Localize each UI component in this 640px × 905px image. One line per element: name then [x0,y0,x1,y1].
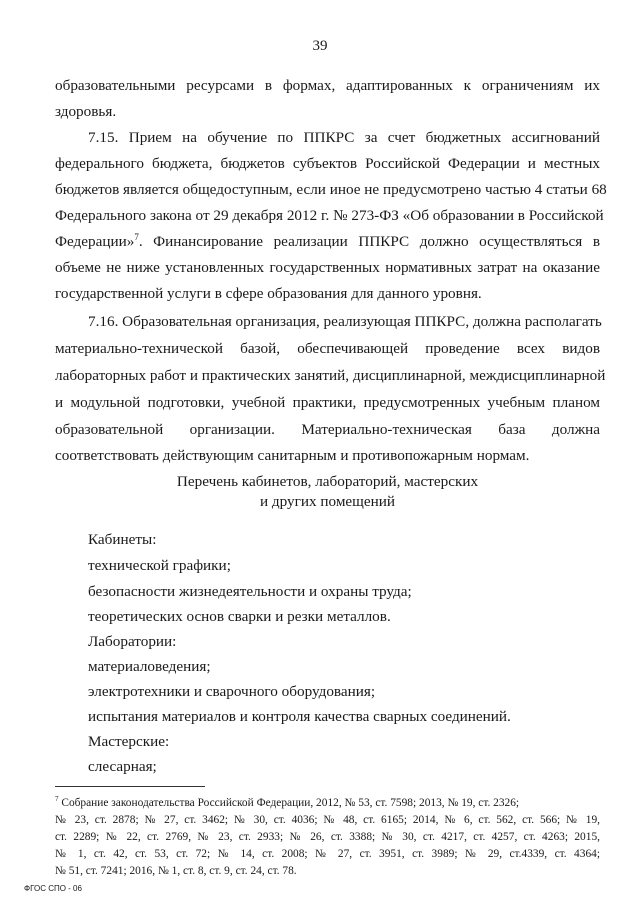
paragraph-715-line: бюджетов является общедоступным, если иное не предусмотрено частью 4 статьи 68 [55,181,607,198]
paragraph-716-line: лабораторных работ и практических занятий, дисциплинарной, междисциплинарной [55,367,606,384]
footnote-line: № 23, ст. 2878; № 27, ст. 3462; № 30, ст. 4036; № 48, ст. 6165; 2014, № 6, ст. 562, ст. 566; № 19, [55,814,600,826]
paragraph-715-text: Федерации» [55,233,135,250]
footnote-line: ст. 2289; № 22, ст. 2769, № 23, ст. 2933; № 26, ст. 3388; № 30, ст. 4217, ст. 4257, ст. 4263; 2015, [55,831,600,843]
page-number: 39 [312,38,328,54]
paragraph-715-line: Федерального закона от 29 декабря 2012 г. № 273-ФЗ «Об образовании в Российской [55,207,604,224]
list-item: Кабинеты: [88,531,157,548]
footnote-line [55,795,600,811]
list-item: технической графики; [88,557,231,574]
footnote-reference: 7 [134,231,139,242]
footnote-line: № 1, ст. 42, ст. 53, ст. 72; № 14, ст. 2008; № 27, ст. 3951, ст. 3989; № 29, ст.4339, ст. 4364; [55,848,600,860]
footnote-line: № 51, ст. 7241; 2016, № 1, ст. 8, ст. 9, ст. 24, ст. 78. [55,865,297,877]
body-text-line: образовательными ресурсами в формах, адаптированных к ограничениям их [55,77,600,94]
list-item: слесарная; [88,758,157,775]
body-text-line: здоровья. [55,103,117,120]
list-item: Лаборатории: [88,633,177,650]
paragraph-715-line: объеме не ниже установленных государственных нормативных затрат на оказание [55,259,600,276]
paragraph-716-line: 7.16. Образовательная организация, реализующая ППКРС, должна располагать [88,313,602,330]
paragraph-715-text: . Финансирование реализации ППКРС должно осуществляться в [138,233,600,250]
list-item: испытания материалов и контроля качества сварных соединений. [88,708,511,725]
paragraph-715-line: федерального бюджета, бюджетов субъектов Российской Федерации и местных [55,155,600,172]
footnote-text: Собрание законодательства Российской Федерации, 2012, № 53, ст. 7598; 2013, № 19, ст. 2326; [58,797,520,809]
footnote-separator [55,786,205,787]
paragraph-716-line: и модульной подготовки, учебной практики, предусмотренных учебным планом [55,394,600,411]
list-heading: и других помещений [260,493,395,510]
paragraph-715-line: 7.15. Прием на обучение по ППКРС за счет бюджетных ассигнований [88,129,600,146]
paragraph-716-line: образовательной организации. Материально-техническая база должна [55,421,600,438]
paragraph-716-line: соответствовать действующим санитарным и противопожарным нормам. [55,447,530,464]
list-item: безопасности жизнедеятельности и охраны труда; [88,583,412,600]
footer-code: ФГОС СПО - 06 [24,884,82,893]
list-heading: Перечень кабинетов, лабораторий, мастерских [176,473,479,490]
paragraph-715-line: государственной услуги в сфере образования для данного уровня. [55,285,482,302]
list-item: материаловедения; [88,658,211,675]
list-item: Мастерские: [88,733,170,750]
paragraph-716-line: материально-технической базой, обеспечивающей проведение всех видов [55,340,600,357]
list-item: теоретических основ сварки и резки металлов. [88,608,391,625]
paragraph-715-line [55,232,600,252]
footnote-mark: 7 [55,795,59,804]
list-item: электротехники и сварочного оборудования; [88,683,376,700]
